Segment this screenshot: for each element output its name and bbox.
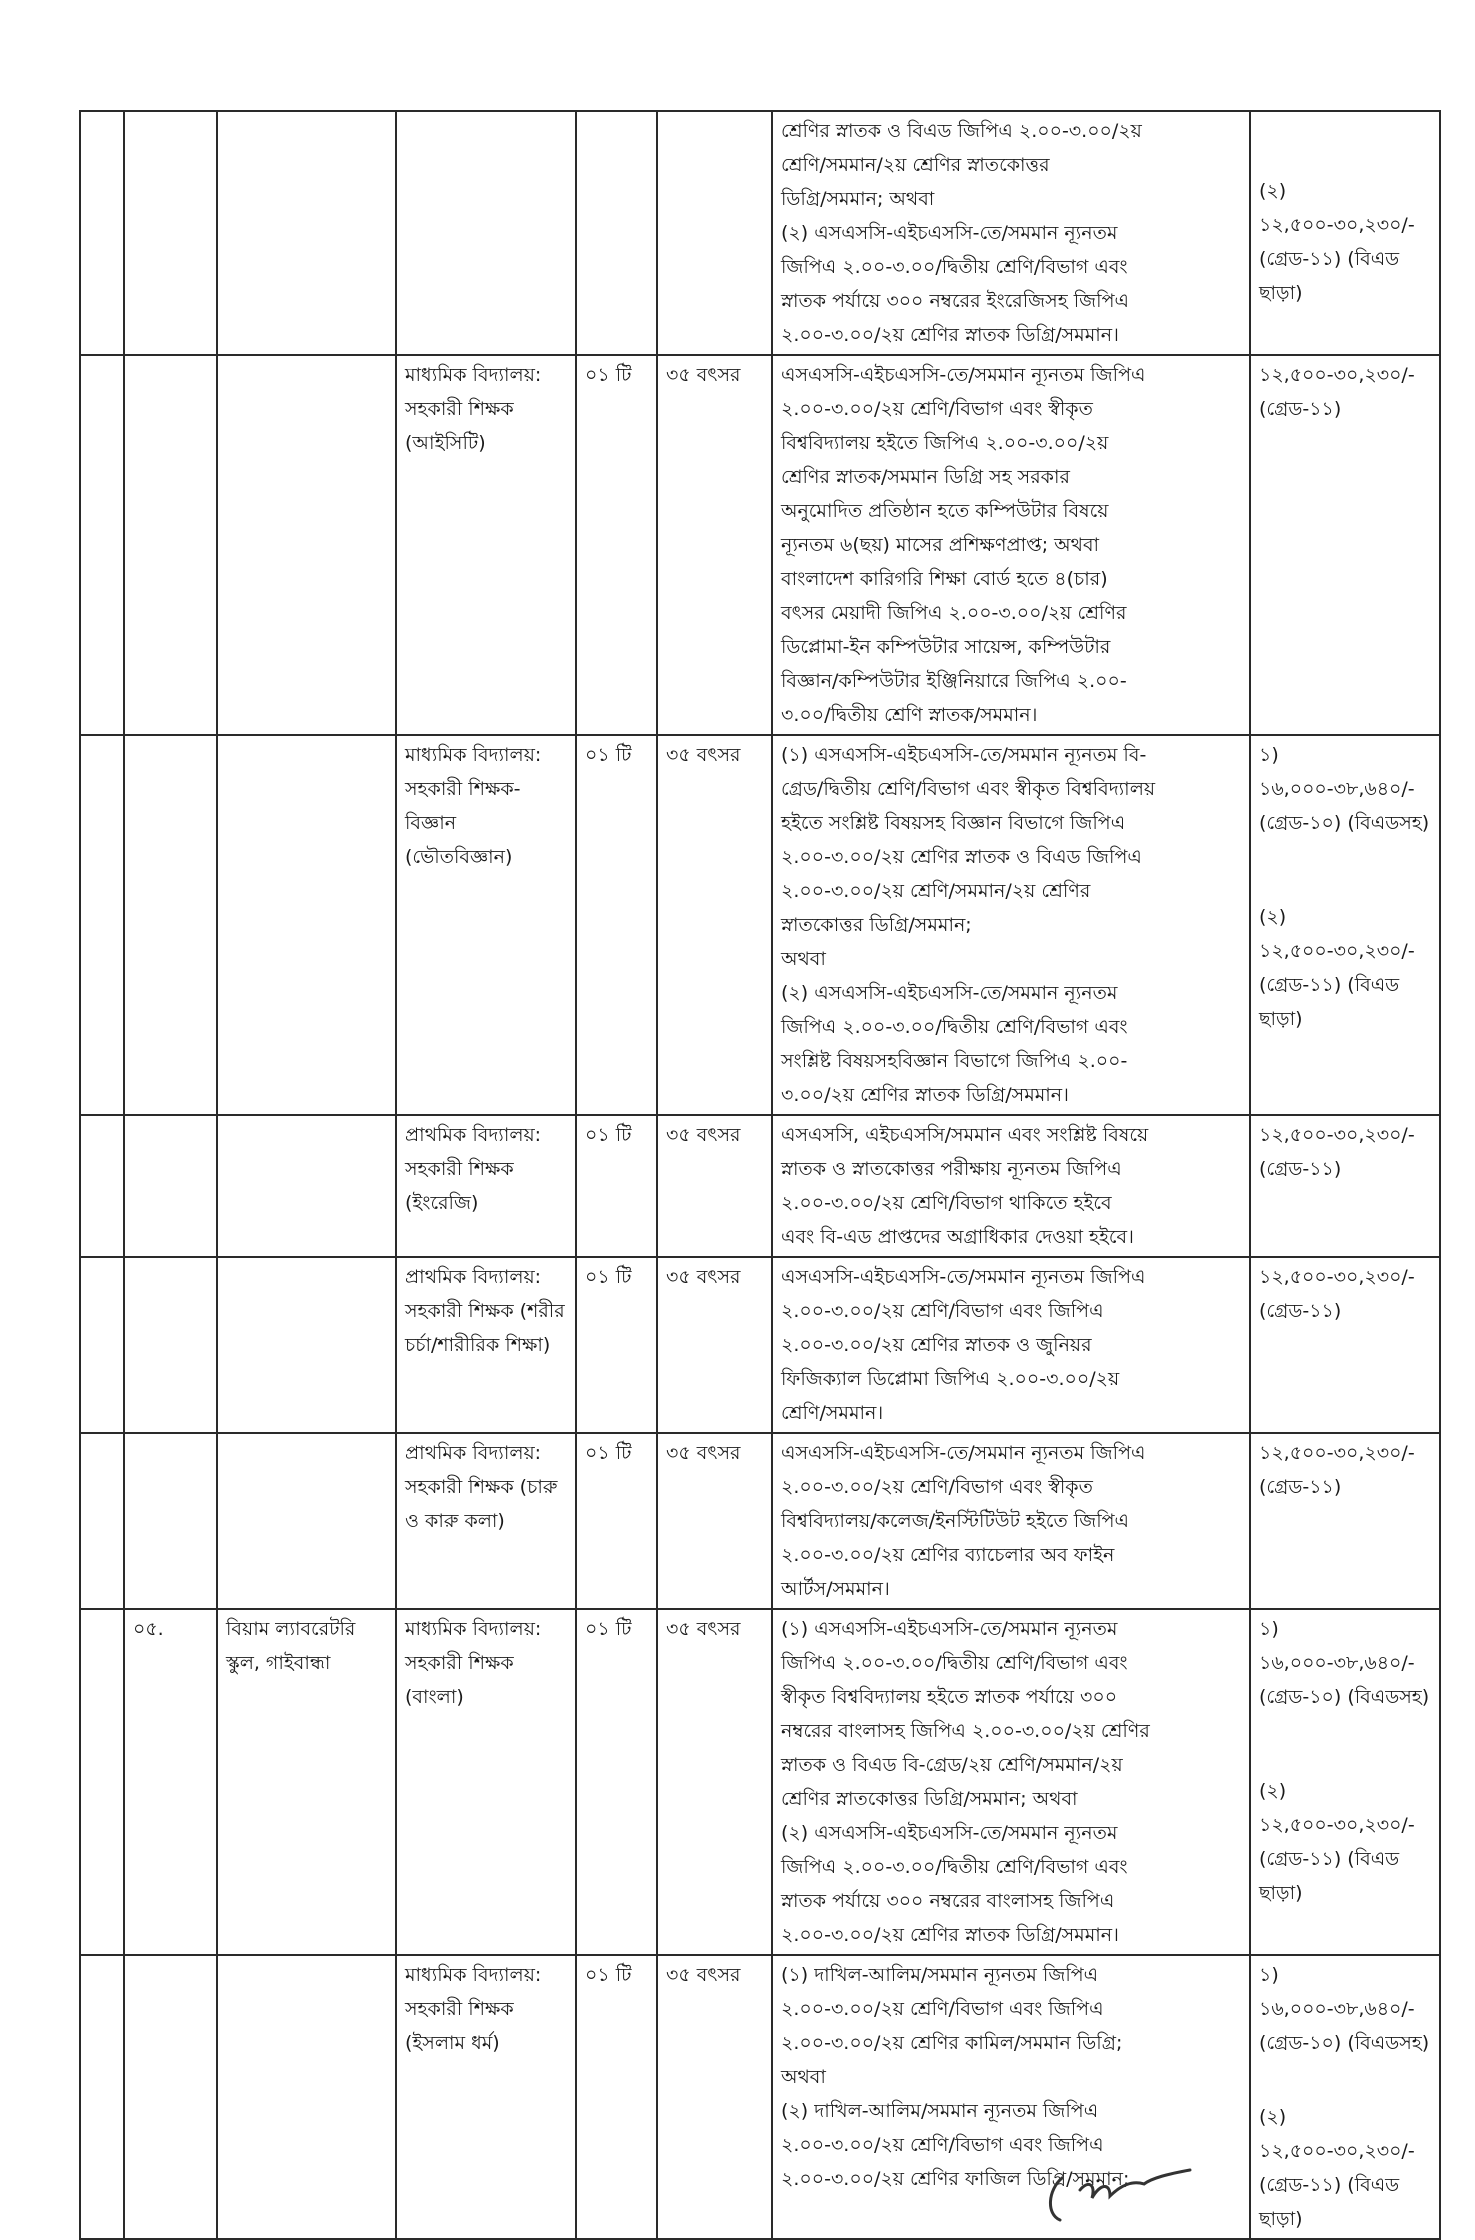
serial-cell [124, 111, 217, 355]
pay-scale-gap [1259, 1714, 1431, 1774]
pay-scale-secondary: (২) ১২,৫০০-৩০,২৩০/- (গ্রেড-১১) (বিএড ছাড়া) [1259, 1780, 1421, 1904]
post-count-cell: ০১ টি [576, 735, 657, 1115]
pay-scale-secondary: (২) ১২,৫০০-৩০,২৩০/- (গ্রেড-১১) (বিএড ছাড়া) [1259, 2106, 1421, 2230]
recruitment-table [79, 110, 1441, 2240]
school-name-cell: বিয়াম ল্যাবরেটরি স্কুল, গাইবান্ধা [217, 1609, 396, 1955]
pay-scale-cell [1250, 1257, 1440, 1433]
age-limit-cell: ৩৫ বৎসর [657, 1609, 772, 1955]
post-count-cell: ০১ টি [576, 355, 657, 735]
school-name-cell [217, 1955, 396, 2239]
pay-scale-cell [1250, 1609, 1440, 1955]
post-name-cell [396, 111, 576, 355]
school-name-cell [217, 111, 396, 355]
qualification-line: ফিজিক্যাল ডিপ্লোমা জিপিএ ২.০০-৩.০০/২য় [781, 1368, 1120, 1390]
pay-scale-cell [1250, 1955, 1440, 2239]
pay-scale-primary: ১) ১৬,০০০-৩৮,৬৪০/- (গ্রেড-১০) (বিএডসহ) [1259, 744, 1430, 834]
qualification-line: শ্রেণির স্নাতক/সমমান ডিগ্রি সহ সরকার [781, 466, 1070, 488]
qualification-cell [772, 1433, 1250, 1609]
post-name-cell: মাধ্যমিক বিদ্যালয়: সহকারী শিক্ষক (বাংলা) [396, 1609, 576, 1955]
qualification-line: (২) এসএসসি-এইচএসসি-তে/সমমান ন্যূনতম [781, 982, 1118, 1004]
qualification-line: ২.০০-৩.০০/২য় শ্রেণি/বিভাগ এবং জিপিএ [781, 2134, 1104, 2156]
qualification-line: স্নাতকোত্তর ডিগ্রি/সমমান; [781, 914, 972, 936]
school-name-cell [217, 1115, 396, 1257]
age-limit-cell: ৩৫ বৎসর [657, 1257, 772, 1433]
qualification-line: শ্রেণির স্নাতকোত্তর ডিগ্রি/সমমান; অথবা [781, 1788, 1078, 1810]
pay-scale-gap [1259, 840, 1431, 900]
table-row [80, 1433, 1440, 1609]
qualification-line: ডিপ্লোমা-ইন কম্পিউটার সায়েন্স, কম্পিউটার [781, 636, 1111, 658]
qualification-line: ন্যূনতম ৬(ছয়) মাসের প্রশিক্ষণপ্রাপ্ত; অথবা [781, 534, 1100, 556]
table-row [80, 735, 1440, 1115]
margin-cell [80, 1955, 124, 2239]
table-row [80, 355, 1440, 735]
school-name-cell [217, 1433, 396, 1609]
age-limit-cell [657, 111, 772, 355]
recruitment-table-body [80, 111, 1440, 2239]
school-name-cell [217, 735, 396, 1115]
qualification-line: (১) এসএসসি-এইচএসসি-তে/সমমান ন্যূনতম বি- [781, 744, 1147, 766]
age-limit-cell: ৩৫ বৎসর [657, 1433, 772, 1609]
qualification-line: অনুমোদিত প্রতিষ্ঠান হতে কম্পিউটার বিষয়ে [781, 500, 1109, 522]
qualification-line: জিপিএ ২.০০-৩.০০/দ্বিতীয় শ্রেণি/বিভাগ এবং [781, 1652, 1128, 1674]
pay-scale-cell [1250, 735, 1440, 1115]
qualification-line: অথবা [781, 948, 826, 970]
table-row [80, 111, 1440, 355]
qualification-line: জিপিএ ২.০০-৩.০০/দ্বিতীয় শ্রেণি/বিভাগ এবং [781, 1856, 1128, 1878]
margin-cell [80, 111, 124, 355]
serial-cell [124, 1433, 217, 1609]
qualification-line: ২.০০-৩.০০/২য় শ্রেণি/বিভাগ এবং জিপিএ [781, 1998, 1104, 2020]
qualification-cell [772, 1257, 1250, 1433]
qualification-line: জিপিএ ২.০০-৩.০০/দ্বিতীয় শ্রেণি/বিভাগ এবং [781, 1016, 1128, 1038]
qualification-line: ২.০০-৩.০০/২য় শ্রেণি/বিভাগ এবং স্বীকৃত [781, 398, 1093, 420]
pay-scale-secondary: (২) ১২,৫০০-৩০,২৩০/- (গ্রেড-১১) (বিএড ছাড়া) [1259, 180, 1421, 304]
qualification-line: স্নাতক ও বিএড বি-গ্রেড/২য় শ্রেণি/সমমান/২য় [781, 1754, 1123, 1776]
qualification-cell [772, 1115, 1250, 1257]
pay-scale-cell [1250, 355, 1440, 735]
serial-cell [124, 1115, 217, 1257]
qualification-line: শ্রেণি/সমমান/২য় শ্রেণির স্নাতকোত্তর [781, 154, 1050, 176]
table-row [80, 1115, 1440, 1257]
qualification-line: হইতে সংশ্লিষ্ট বিষয়সহ বিজ্ঞান বিভাগে জিপিএ [781, 812, 1126, 834]
signature-mark [1040, 2150, 1220, 2230]
post-name-cell: প্রাথমিক বিদ্যালয়: সহকারী শিক্ষক (শরীর চর্চা/শারীরিক শিক্ষা) [396, 1257, 576, 1433]
pay-scale-gap [1259, 114, 1431, 174]
qualification-line: (২) এসএসসি-এইচএসসি-তে/সমমান ন্যূনতম [781, 1822, 1118, 1844]
qualification-line: এসএসসি-এইচএসসি-তে/সমমান ন্যূনতম জিপিএ [781, 364, 1146, 386]
pay-scale-primary: ১২,৫০০-৩০,২৩০/- (গ্রেড-১১) [1259, 1266, 1421, 1322]
serial-cell [124, 355, 217, 735]
qualification-line: (২) এসএসসি-এইচএসসি-তে/সমমান ন্যূনতম [781, 222, 1118, 244]
qualification-line: স্নাতক ও স্নাতকোত্তর পরীক্ষায় ন্যূনতম জিপিএ [781, 1158, 1122, 1180]
pay-scale-primary: ১) ১৬,০০০-৩৮,৬৪০/- (গ্রেড-১০) (বিএডসহ) [1259, 1618, 1430, 1708]
pay-scale-gap [1259, 2060, 1431, 2100]
pay-scale-primary: ১২,৫০০-৩০,২৩০/- (গ্রেড-১১) [1259, 364, 1421, 420]
qualification-line: এসএসসি-এইচএসসি-তে/সমমান ন্যূনতম জিপিএ [781, 1266, 1146, 1288]
margin-cell [80, 1257, 124, 1433]
margin-cell [80, 1433, 124, 1609]
qualification-line: ২.০০-৩.০০/২য় শ্রেণির ব্যাচেলার অব ফাইন [781, 1544, 1115, 1566]
qualification-line: স্নাতক পর্যায়ে ৩০০ নম্বরের ইংরেজিসহ জিপিএ [781, 290, 1129, 312]
qualification-line: এসএসসি-এইচএসসি-তে/সমমান ন্যূনতম জিপিএ [781, 1442, 1146, 1464]
post-name-cell: মাধ্যমিক বিদ্যালয়: সহকারী শিক্ষক-বিজ্ঞান (ভৌতবিজ্ঞান) [396, 735, 576, 1115]
margin-cell [80, 355, 124, 735]
post-count-cell: ০১ টি [576, 1115, 657, 1257]
school-name-cell [217, 1257, 396, 1433]
qualification-line: ২.০০-৩.০০/২য় শ্রেণির স্নাতক ডিগ্রি/সমমান। [781, 1924, 1119, 1946]
qualification-line: ২.০০-৩.০০/২য় শ্রেণির স্নাতক ও জুনিয়র [781, 1334, 1092, 1356]
qualification-line: ২.০০-৩.০০/২য় শ্রেণি/বিভাগ এবং জিপিএ [781, 1300, 1104, 1322]
qualification-cell [772, 111, 1250, 355]
qualification-line: ২.০০-৩.০০/২য় শ্রেণি/সমমান/২য় শ্রেণির [781, 880, 1091, 902]
serial-cell: ০৫. [124, 1609, 217, 1955]
qualification-cell [772, 1609, 1250, 1955]
qualification-line: বাংলাদেশ কারিগরি শিক্ষা বোর্ড হতে ৪(চার) [781, 568, 1108, 590]
qualification-line: স্বীকৃত বিশ্ববিদ্যালয় হইতে স্নাতক পর্যায়ে ৩০০ [781, 1686, 1118, 1708]
qualification-line: ৩.০০/দ্বিতীয় শ্রেণি স্নাতক/সমমান। [781, 704, 1038, 726]
margin-cell [80, 735, 124, 1115]
qualification-line: (২) দাখিল-আলিম/সমমান ন্যূনতম জিপিএ [781, 2100, 1099, 2122]
qualification-line: বিশ্ববিদ্যালয় হইতে জিপিএ ২.০০-৩.০০/২য় [781, 432, 1109, 454]
pay-scale-primary: ১) ১৬,০০০-৩৮,৬৪০/- (গ্রেড-১০) (বিএডসহ) [1259, 1964, 1430, 2054]
school-name-cell [217, 355, 396, 735]
qualification-line: ২.০০-৩.০০/২য় শ্রেণির স্নাতক ডিগ্রি/সমমান। [781, 324, 1119, 346]
qualification-line: স্নাতক পর্যায়ে ৩০০ নম্বরের বাংলাসহ জিপিএ [781, 1890, 1115, 1912]
pay-scale-primary: ১২,৫০০-৩০,২৩০/- (গ্রেড-১১) [1259, 1442, 1421, 1498]
serial-cell [124, 1257, 217, 1433]
qualification-line: ৩.০০/২য় শ্রেণির স্নাতক ডিগ্রি/সমমান। [781, 1084, 1069, 1106]
qualification-line: বৎসর মেয়াদী জিপিএ ২.০০-৩.০০/২য় শ্রেণির [781, 602, 1127, 624]
margin-cell [80, 1609, 124, 1955]
qualification-line: ২.০০-৩.০০/২য় শ্রেণির স্নাতক ও বিএড জিপিএ [781, 846, 1142, 868]
qualification-line: গ্রেড/দ্বিতীয় শ্রেণি/বিভাগ এবং স্বীকৃত বিশ্ববিদ্যালয় [781, 778, 1156, 800]
post-count-cell [576, 111, 657, 355]
pay-scale-secondary: (২) ১২,৫০০-৩০,২৩০/- (গ্রেড-১১) (বিএড ছাড়া) [1259, 906, 1421, 1030]
serial-cell [124, 1955, 217, 2239]
age-limit-cell: ৩৫ বৎসর [657, 1115, 772, 1257]
qualification-line: নম্বরের বাংলাসহ জিপিএ ২.০০-৩.০০/২য় শ্রেণির [781, 1720, 1150, 1742]
qualification-line: অথবা [781, 2066, 826, 2088]
qualification-line: ডিগ্রি/সমমান; অথবা [781, 188, 935, 210]
post-count-cell: ০১ টি [576, 1609, 657, 1955]
qualification-line: ২.০০-৩.০০/২য় শ্রেণি/বিভাগ থাকিতে হইবে [781, 1192, 1112, 1214]
age-limit-cell: ৩৫ বৎসর [657, 355, 772, 735]
qualification-line: বিজ্ঞান/কম্পিউটার ইঞ্জিনিয়ারে জিপিএ ২.০০- [781, 670, 1127, 692]
qualification-line: ২.০০-৩.০০/২য় শ্রেণি/বিভাগ এবং স্বীকৃত [781, 1476, 1093, 1498]
qualification-cell [772, 355, 1250, 735]
age-limit-cell: ৩৫ বৎসর [657, 735, 772, 1115]
qualification-line: ২.০০-৩.০০/২য় শ্রেণির ফাজিল ডিগ্রি/সমমান; [781, 2168, 1130, 2190]
post-count-cell: ০১ টি [576, 1433, 657, 1609]
qualification-line: জিপিএ ২.০০-৩.০০/দ্বিতীয় শ্রেণি/বিভাগ এবং [781, 256, 1128, 278]
margin-cell [80, 1115, 124, 1257]
post-name-cell: মাধ্যমিক বিদ্যালয়: সহকারী শিক্ষক (আইসিটি) [396, 355, 576, 735]
table-row [80, 1257, 1440, 1433]
table-row [80, 1609, 1440, 1955]
post-count-cell: ০১ টি [576, 1257, 657, 1433]
post-name-cell: প্রাথমিক বিদ্যালয়: সহকারী শিক্ষক (চারু ও কারু কলা) [396, 1433, 576, 1609]
qualification-line: এবং বি-এড প্রাপ্তদের অগ্রাধিকার দেওয়া হইবে। [781, 1226, 1134, 1248]
pay-scale-cell [1250, 1433, 1440, 1609]
qualification-line: আর্টস/সমমান। [781, 1578, 890, 1600]
qualification-line: এসএসসি, এইচএসসি/সমমান এবং সংশ্লিষ্ট বিষয়ে [781, 1124, 1149, 1146]
qualification-line: বিশ্ববিদ্যালয়/কলেজ/ইনস্টিটিউট হইতে জিপিএ [781, 1510, 1130, 1532]
post-count-cell: ০১ টি [576, 1955, 657, 2239]
qualification-line: শ্রেণি/সমমান। [781, 1402, 884, 1424]
post-name-cell: মাধ্যমিক বিদ্যালয়: সহকারী শিক্ষক (ইসলাম ধর্ম) [396, 1955, 576, 2239]
serial-cell [124, 735, 217, 1115]
pay-scale-primary: ১২,৫০০-৩০,২৩০/- (গ্রেড-১১) [1259, 1124, 1421, 1180]
qualification-line: সংশ্লিষ্ট বিষয়সহবিজ্ঞান বিভাগে জিপিএ ২.০০- [781, 1050, 1128, 1072]
qualification-cell [772, 735, 1250, 1115]
qualification-line: ২.০০-৩.০০/২য় শ্রেণির কামিল/সমমান ডিগ্রি; [781, 2032, 1123, 2054]
post-name-cell: প্রাথমিক বিদ্যালয়: সহকারী শিক্ষক (ইংরেজি) [396, 1115, 576, 1257]
age-limit-cell: ৩৫ বৎসর [657, 1955, 772, 2239]
qualification-line: (১) দাখিল-আলিম/সমমান ন্যূনতম জিপিএ [781, 1964, 1099, 1986]
qualification-line: (১) এসএসসি-এইচএসসি-তে/সমমান ন্যূনতম [781, 1618, 1118, 1640]
table-row [80, 1955, 1440, 2239]
pay-scale-cell [1250, 111, 1440, 355]
qualification-line: শ্রেণির স্নাতক ও বিএড জিপিএ ২.০০-৩.০০/২য় [781, 120, 1142, 142]
pay-scale-cell [1250, 1115, 1440, 1257]
